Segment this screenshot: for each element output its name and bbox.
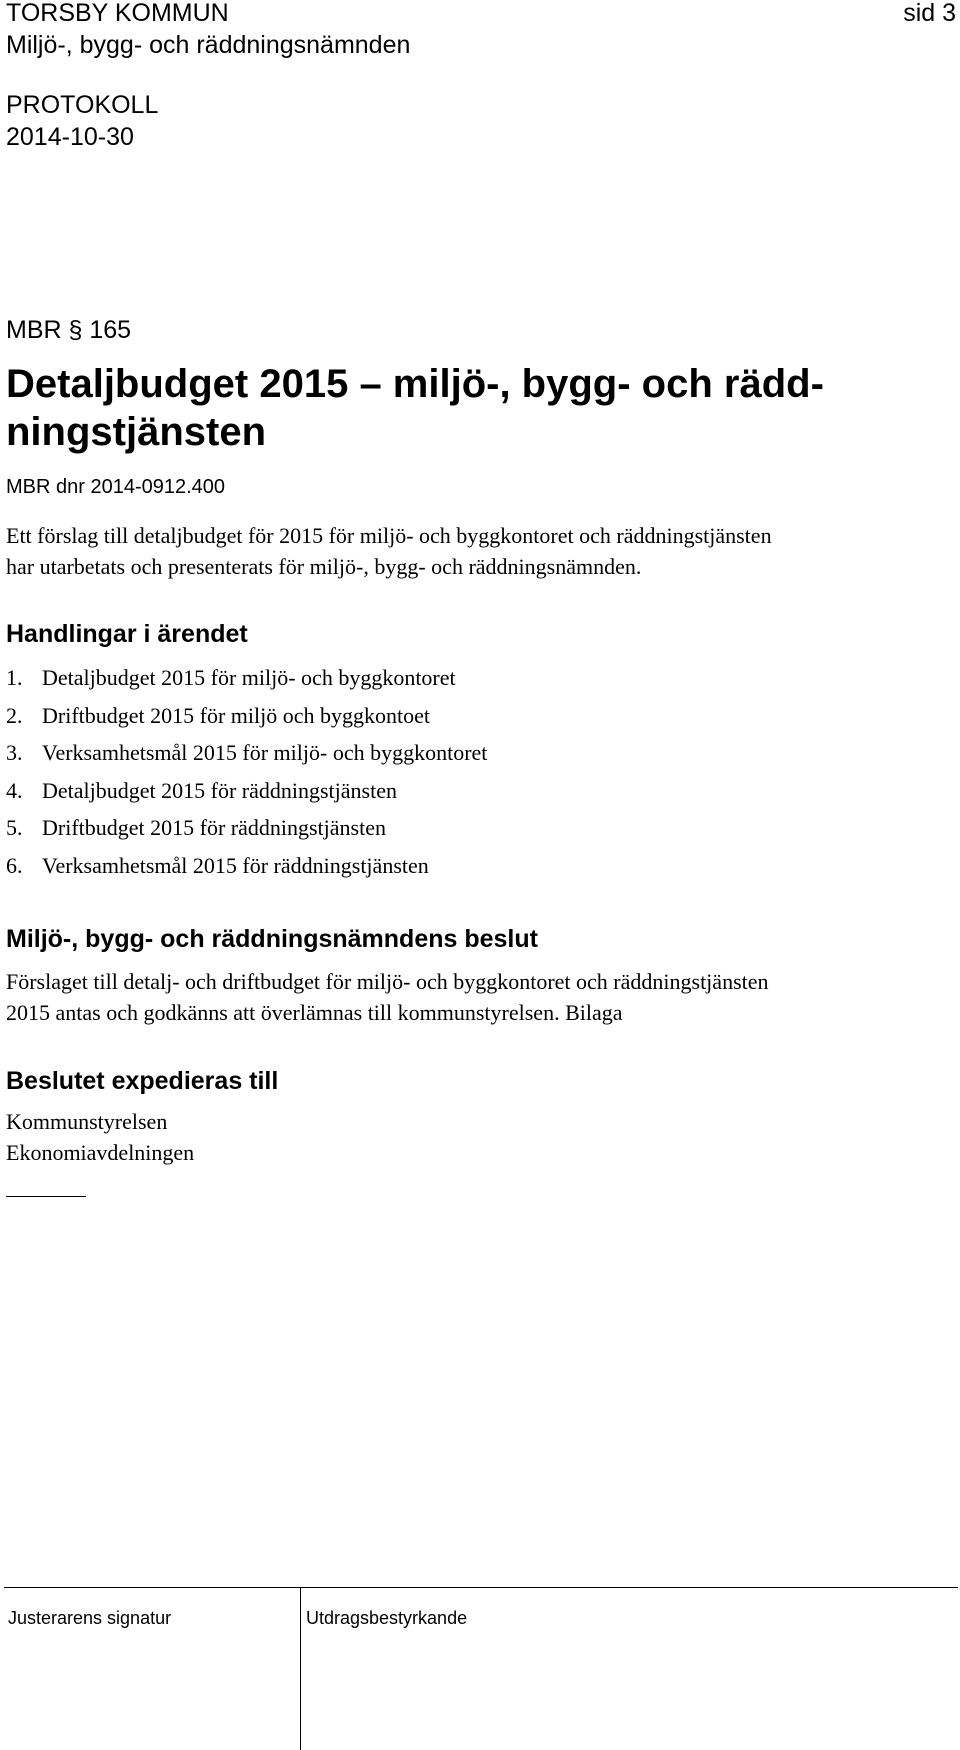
list-item-number: 3. bbox=[6, 740, 23, 765]
decision-heading: Miljö-, bygg- och räddningsnämndens beslut bbox=[6, 925, 538, 953]
item-title bbox=[6, 360, 824, 456]
list-item-number: 5. bbox=[6, 815, 23, 840]
intro-line1: Ett förslag till detaljbudget för 2015 för miljö- och byggkontoret och räddningstjänsten bbox=[6, 523, 772, 548]
list-item-text: Driftbudget 2015 för räddningstjänsten bbox=[42, 815, 386, 840]
page-number: sid 3 bbox=[903, 0, 956, 27]
list-item-number: 4. bbox=[6, 777, 23, 803]
organization-name: TORSBY KOMMUN bbox=[6, 0, 229, 27]
decision-line1: Förslaget till detalj- och driftbudget för miljö- och byggkontoret och räddningstjänsten bbox=[6, 969, 769, 994]
item-prefix: MBR bbox=[6, 316, 62, 344]
item-title-line1: Detaljbudget 2015 – miljö-, bygg- och rädd- bbox=[6, 362, 824, 406]
signature-box-divider bbox=[300, 1587, 301, 1750]
list-item-number: 6. bbox=[6, 852, 23, 878]
list-item-text: Driftbudget 2015 för miljö och byggkontoet bbox=[42, 702, 430, 728]
recipient: Ekonomiavdelningen bbox=[6, 1140, 195, 1165]
list-item bbox=[6, 697, 487, 735]
dispatch-heading: Beslutet expedieras till bbox=[6, 1067, 279, 1095]
list-item-number: 1. bbox=[6, 665, 23, 690]
list-item-text: Verksamhetsmål 2015 för räddningstjänsten bbox=[42, 852, 429, 878]
dispatch-recipients bbox=[6, 1106, 194, 1168]
justerare-signature-label: Justerarens signatur bbox=[8, 1608, 172, 1628]
document-date: 2014-10-30 bbox=[6, 123, 134, 151]
list-item-text: Verksamhetsmål 2015 för miljö- och byggkontoret bbox=[42, 740, 488, 765]
list-item-text: Detaljbudget 2015 för räddningstjänsten bbox=[42, 777, 397, 803]
intro-line2: har utarbetats och presenterats för miljö-, bygg- och räddningsnämnden. bbox=[6, 554, 642, 579]
decision-line2: 2015 antas och godkänns att överlämnas till kommunstyrelsen. Bilaga bbox=[6, 1000, 623, 1025]
board-name: Miljö-, bygg- och räddningsnämnden bbox=[6, 31, 411, 59]
diary-number: MBR dnr 2014-0912.400 bbox=[6, 476, 226, 498]
item-number bbox=[6, 316, 131, 345]
list-item bbox=[6, 847, 487, 885]
list-item-number: 2. bbox=[6, 702, 23, 728]
signature-box-top-border bbox=[4, 1587, 958, 1588]
list-item bbox=[6, 772, 487, 810]
list-item bbox=[6, 659, 487, 697]
documents-heading: Handlingar i ärendet bbox=[6, 620, 248, 648]
separator-line bbox=[6, 1196, 86, 1197]
section-sign: § bbox=[68, 316, 83, 344]
item-title-line2: ningstjänsten bbox=[6, 410, 267, 454]
item-number-value: 165 bbox=[89, 316, 132, 344]
list-item bbox=[6, 809, 487, 847]
document-type: PROTOKOLL bbox=[6, 91, 159, 119]
list-item bbox=[6, 734, 487, 772]
list-item-text: Detaljbudget 2015 för miljö- och byggkontoret bbox=[42, 665, 456, 690]
decision-text bbox=[6, 966, 769, 1028]
utdragsbestyrkande-label: Utdragsbestyrkande bbox=[306, 1608, 468, 1628]
intro-text bbox=[6, 520, 772, 582]
documents-list bbox=[6, 659, 487, 884]
recipient: Kommunstyrelsen bbox=[6, 1109, 168, 1134]
